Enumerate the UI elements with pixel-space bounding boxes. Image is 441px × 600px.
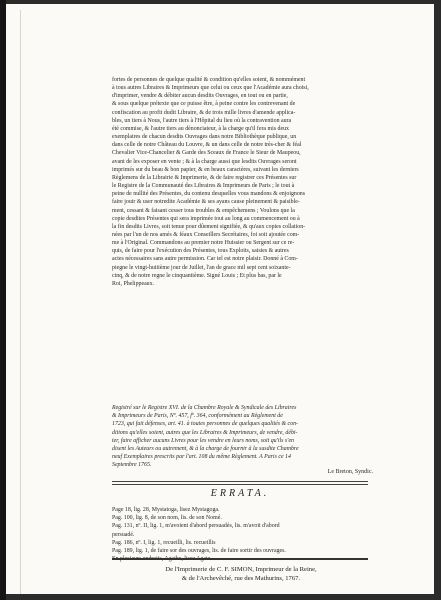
errata-list [112,506,368,563]
text-line: imprimés sur du beau & bon papier, & en beaux caractères, suivant les derniers [112,166,299,173]
text-line: la fin desdits Livres, soit tenue pour dûement signifiée, & qu'aux copies collation- [112,223,306,230]
errata-item: Pag. 189, lig. 1, de faire sor des ouvrages, lis. de faire sortir des ouvrages. [112,548,286,555]
text-line: exemplaires de chacun desdits Ouvrages dans notre Bibliothèque publique, un [112,134,297,141]
text-line: Chevalier Vice-Chancelier & Garde des Sceaux de France le Sieur de Maupeou, [112,150,301,157]
text-line: bles, un tiers à Nous, l'autre tiers à l'Hôpital du lieu où la contravention aura [112,117,292,124]
text-line: nées par l'un de nos amés & féaux Conseillers Secrétaires, foi soit ajoutée com- [112,231,300,238]
errata-item: persuadé. [112,531,135,538]
text-line: à tous autres Libraires & Imprimeurs que celui ou ceux que l'Académie aura choisi, [112,85,309,92]
text-line: Règlemens de la Librairie & Imprimerie, & de faire registrer ces Présentes sur [112,174,297,181]
registre-line: neuf Exemplaires prescrits par l'art. 108 du même Règlement. A Paris ce 14 [112,454,291,461]
registre-line: & Imprimeurs de Paris, Nº. 457, fº. 364, conformément au Règlement de [112,413,283,420]
text-line: me à l'Original. Commandons au premier notre Huissier ou Sergent sur ce re- [112,240,295,247]
registre-line: ter, faire afficher aucuns Livres pour les vendre en leurs noms, soit qu'ils s'en [112,437,295,444]
text-line: Roi, Phelippeaux. [112,280,155,287]
page-fold-line [20,10,21,594]
divider-top-double [112,484,368,485]
divider-imprint [112,558,368,560]
text-line: & sous quelque prétexte que ce puisse être, à peine contre les contrevenant de [112,101,296,108]
errata-item: Pag. 131, nº. II, lig. 1, m'avoient d'abord persuadés, lis. m'avoit d'abord [112,523,280,530]
registre-paragraph [112,404,368,470]
text-line: quis, de faire pour l'exécution des Présentes, tous Exploits, saisies & autres [112,248,289,255]
imprint-line-1: De l'Imprimerie de C. F. SIMON, Imprimeur de la Reine, [165,566,317,573]
printer-imprint [100,565,382,583]
text-line: faire jouir & user notredite Académie & ses ayans cause pleinement & paisible- [112,199,300,206]
errata-item: Pag. 100, lig. 8, de son nom, lis. de son Nomé. [112,515,222,522]
registre-line: Registré sur le Registre XVI. de la Chambre Royale & Syndicale des Libraires [112,405,297,411]
text-line: confiscation au profit dudit Libraire, & de trois mille livres d'amende applica- [112,109,296,116]
syndic-signature: Le Breton, Syndic. [327,469,373,475]
text-line: dans celle de notre Château du Louvre, & un dans celle de notre très-cher & féal [112,142,302,149]
scan-right-edge [434,0,441,600]
imprint-line-2: & de l'Archevêché, rue des Mathurins, 1767. [181,575,301,583]
registre-line: disent les Auteurs ou autrement, & à la charge de fournir à la susdite Chambre [112,446,299,453]
text-line: peine de nullité des Présentes, du contenu desquelles vous mandons & enjoignons [112,191,306,198]
text-line: le Registre de la Communauté des Libraires & Imprimeurs de Paris ; le tout à [112,183,295,190]
registre-line: ditions qu'elles soient, autres que les Libraires & Imprimeurs, de vendre, débi- [112,429,298,436]
text-line: piegne le vingt-huitième jour de Juillet, l'an de grace mil sept cent soixante- [112,264,291,271]
registre-line: Septembre 1765. [112,462,152,469]
errata-heading: ERRATA. [210,488,270,499]
text-line: d'imprimer, vendre & débiter aucun desdits Ouvrages, en tout ou en partie, [112,93,288,100]
text-line: fortes de personnes de quelque qualité & condition qu'elles soient, & nommément [112,77,306,83]
text-line: ment, cessant & faisant cesser tous troubles & empêchemens ; Voulons que la [112,207,295,214]
text-line: copie desdites Présentes qui sera imprimée tout au long au commencement ou à [112,215,300,222]
registre-line: 1723, qui fait défenses, art. 41. à toutes personnes de quelques qualités & con- [112,421,299,428]
errata-item: Page 18, lig. 28, Mystatoga, lisez Mystagoga. [112,507,220,513]
errata-item: Pag. 186, nº. I, lig. 1, recueilli, lis. recueillis [112,539,216,546]
privilege-text [112,76,368,288]
text-line: été commise, & l'autre tiers au dénonciateur, à la charge qu'il fera mis deux [112,125,289,132]
text-line: cinq, & de notre regne le cinquantième. Signé Louis ; Et plus bas, par le [112,272,282,279]
text-line: actes nécessaires sans autre permission. Car tel est notre plaisir. Donné à Com- [112,256,298,263]
text-line: avant de les exposer en vente ; & à la charge aussi que lesdits Ouvrages seront [112,158,297,165]
divider-top [112,481,368,482]
